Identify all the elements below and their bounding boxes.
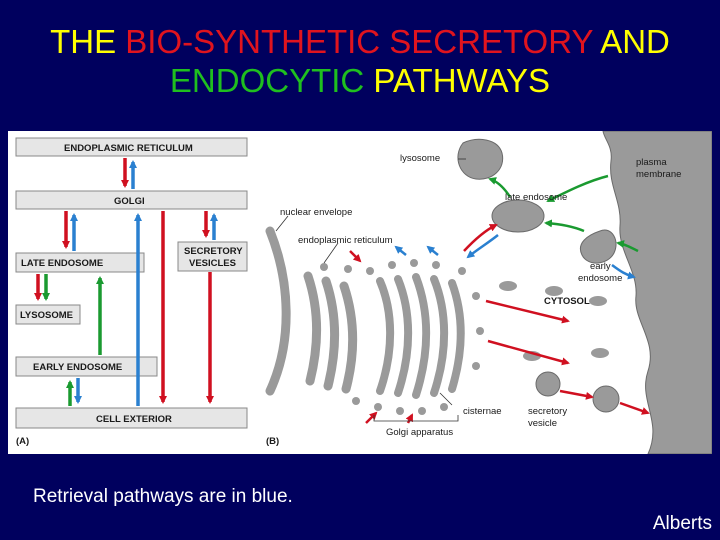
label-b-golgi: Golgi apparatus xyxy=(386,427,454,438)
title-part-the: THE xyxy=(50,23,126,60)
golgi-cisterna-3 xyxy=(416,277,426,395)
vesicle xyxy=(344,265,352,273)
label-b-nuclear-envelope: nuclear envelope xyxy=(280,207,353,218)
golgi-cisterna-5 xyxy=(452,283,461,389)
figure-panel xyxy=(8,131,712,454)
slide-title xyxy=(0,22,720,100)
nuclear-envelope xyxy=(270,231,286,391)
title-part-endocytic: ENDOCYTIC xyxy=(169,62,365,99)
arrow-late-endosome-to-golgi xyxy=(468,235,498,257)
label-b-plasma-1: plasma xyxy=(636,157,667,168)
label-b-late-endosome: late endosome xyxy=(505,192,568,203)
golgi-cisterna-4 xyxy=(434,279,444,393)
arrow-er-to-golgi-1 xyxy=(350,251,360,261)
vesicle xyxy=(410,259,418,267)
arrow-secretory-to-plasma xyxy=(560,391,592,397)
vesicle xyxy=(374,403,382,411)
label-b-lysosome: lysosome xyxy=(400,153,441,164)
label-b-er: endoplasmic reticulum xyxy=(298,235,393,246)
label-early-endosome: EARLY ENDOSOME xyxy=(33,362,123,373)
title-part-pathways: PATHWAYS xyxy=(364,62,551,99)
label-lysosome: LYSOSOME xyxy=(20,310,73,321)
golgi-cisterna-2 xyxy=(398,279,408,393)
vesicle xyxy=(320,263,328,271)
label-b-early-1: early xyxy=(590,261,611,272)
label-er: ENDOPLASMIC RETICULUM xyxy=(64,143,193,154)
label-b-cisternae: cisternae xyxy=(463,406,502,417)
vesicle xyxy=(476,327,484,335)
vesicle xyxy=(388,261,396,269)
label-b-early-2: endosome xyxy=(578,273,623,284)
transport-vesicle xyxy=(591,348,609,358)
vesicle xyxy=(396,407,404,415)
arrow-golgi-to-er-1 xyxy=(396,247,406,255)
secretory-vesicle xyxy=(536,372,560,396)
label-golgi: GOLGI xyxy=(114,196,145,207)
vesicle xyxy=(352,397,360,405)
vesicle xyxy=(472,362,480,370)
golgi-bracket xyxy=(374,415,458,421)
label-b-secretory-1: secretory xyxy=(528,406,568,417)
leader-nuclear-envelope xyxy=(276,216,288,231)
arrow-secretory-to-exterior xyxy=(620,403,648,413)
caption: Retrieval pathways are in blue. xyxy=(33,486,293,507)
vesicle xyxy=(440,403,448,411)
panel-b-cell-diagram xyxy=(266,131,712,454)
arrow-golgi-to-er-2 xyxy=(428,247,438,255)
vesicle xyxy=(432,261,440,269)
credit: Alberts xyxy=(652,513,712,534)
secretory-vesicle xyxy=(593,386,619,412)
title-part-and: AND xyxy=(592,23,670,60)
arrow-er-to-golgi-3 xyxy=(408,415,412,423)
label-late-endosome: LATE ENDOSOME xyxy=(21,258,104,269)
er-tubule-1 xyxy=(308,276,317,381)
label-panel-b: (B) xyxy=(266,436,280,447)
transport-vesicle xyxy=(589,296,607,306)
label-b-cytosol: CYTOSOL xyxy=(544,296,590,307)
er-tubule-3 xyxy=(344,286,353,389)
er-tubule-2 xyxy=(326,281,335,386)
vesicle xyxy=(366,267,374,275)
title-part-biosynthetic: BIO-SYNTHETIC SECRETORY xyxy=(125,23,593,60)
vesicle xyxy=(418,407,426,415)
pathways-figure xyxy=(8,131,712,454)
label-secretory-2: VESICLES xyxy=(189,258,236,269)
leader-cisternae xyxy=(440,393,452,405)
transport-vesicle xyxy=(499,281,517,291)
golgi-cisterna-1 xyxy=(380,281,390,391)
transport-vesicle xyxy=(545,286,563,296)
label-b-plasma-2: membrane xyxy=(636,169,682,180)
panel-a-schematic xyxy=(16,138,247,447)
arrow-early-to-late-endosome xyxy=(546,223,584,231)
early-endosome xyxy=(580,230,616,263)
leader-er xyxy=(324,243,338,263)
vesicle xyxy=(472,292,480,300)
label-cell-exterior: CELL EXTERIOR xyxy=(96,414,172,425)
label-secretory-1: SECRETORY xyxy=(184,246,243,257)
label-panel-a: (A) xyxy=(16,436,30,447)
vesicle xyxy=(458,267,466,275)
late-endosome xyxy=(492,200,544,232)
label-b-secretory-2: vesicle xyxy=(528,418,558,429)
arrow-er-to-golgi-2 xyxy=(366,413,376,423)
